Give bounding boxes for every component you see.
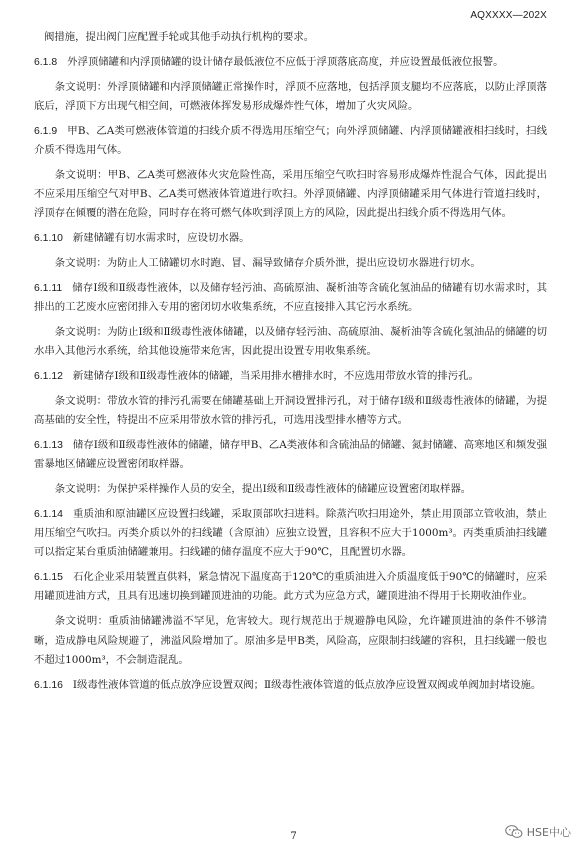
paragraph-0 (34, 28, 547, 47)
clause-text: 新建储罐有切水需求时，应设切水器。 (72, 232, 250, 245)
document-body (34, 28, 547, 700)
clause-text: 重质油和原油罐区应设置扫线罐，采取顶部吹扫进料。除蒸汽吹扫用途外，禁止用顶部立管收油，禁止用压缩空气吹扫。丙类介质以外的扫线罐（含原油）应独立设置，且容积不应大于1000m³。丙类重质油扫线罐可以指定某台重质油储罐兼用。扫线罐的储存温度不应大于90℃，且配置切水器。 (34, 507, 547, 559)
explanation-text: 条文说明：为防止Ⅰ级和Ⅱ级毒性液体储罐，以及储存轻污油、高硫原油、凝析油等含硫化氢油品的储罐的切水串入其他污水系统，给其他设施带来危害，因此提出设置专用收集系统。 (34, 325, 547, 358)
clause-6-1-9 (34, 122, 547, 161)
clause-text: 甲B、乙A类可燃液体管道的扫线介质不得选用压缩空气；向外浮顶储罐、内浮顶储罐液相扫线时，扫线介质不得选用气体。 (34, 124, 547, 156)
clause-explanation (34, 254, 547, 273)
clause-explanation (34, 392, 547, 431)
clause-number: 6.1.10 (34, 233, 63, 245)
clause-6-1-14 (34, 505, 547, 563)
watermark (505, 824, 571, 840)
clause-text: 石化企业采用装置直供料，紧急情况下温度高于120℃的重质油进入介质温度低于90℃的储罐时，应采用罐顶进油方式，且具有迅速切换到罐顶进油的功能。此方式为应急方式，罐顶进油不得用于长期收油作业。 (34, 571, 547, 603)
clause-explanation (34, 480, 547, 499)
explanation-text: 条文说明：甲B、乙A类可燃液体火灾危险性高，采用压缩空气吹扫时容易形成爆炸性混合气体，因此提出不应采用压缩空气对甲B、乙A类可燃液体管道进行吹扫。外浮顶储罐、内浮顶储罐采用气体进行管道扫线时，浮顶存在倾覆的潜在危险，同时存在将可燃气体吹到浮顶上方的风险，因此提出扫线介质不得选用气体。 (34, 168, 547, 220)
clause-number: 6.1.15 (34, 572, 63, 584)
clause-explanation (34, 166, 547, 224)
clause-number: 6.1.13 (34, 439, 63, 451)
wechat-icon (505, 825, 523, 839)
watermark-text: HSE中心 (526, 826, 571, 839)
clause-explanation (34, 323, 547, 362)
clause-number: 6.1.11 (34, 282, 63, 294)
clause-text: 储存Ⅰ级和Ⅱ级毒性液体的储罐，储存甲B、乙A类液体和含硫油品的储罐、氮封储罐、高寒地区和频发强雷暴地区储罐应设置密闭取样器。 (34, 438, 547, 471)
clause-text: Ⅰ级毒性液体管道的低点放净应设置双阀；Ⅱ级毒性液体管道的低点放净应设置双阀或单阀加封堵设施。 (72, 678, 542, 691)
clause-number: 6.1.16 (34, 679, 63, 691)
paragraph-text: 阀措施，提出阀门应配置手轮或其他手动执行机构的要求。 (44, 31, 315, 43)
explanation-text: 条文说明：为防止人工储罐切水时跑、冒、漏导致储存介质外泄，提出应设切水器进行切水。 (54, 256, 481, 269)
explanation-text: 条文说明：为保护采样操作人员的安全，提出Ⅰ级和Ⅱ级毒性液体的储罐应设置密闭取样器。 (54, 482, 472, 495)
document-code: AQXXXX—202X (470, 10, 547, 21)
clause-text: 外浮顶储罐和内浮顶储罐的设计储存最低液位不应低于浮顶落底高度，并应设置最低液位报警。 (67, 55, 504, 68)
clause-explanation (34, 78, 547, 117)
explanation-text: 条文说明：外浮顶储罐和内浮顶储罐正常操作时，浮顶不应落地，包括浮顶支腿均不应落底，以防止浮顶落底后，浮顶下方出现气相空间，可燃液体挥发易形成爆炸性气体，增加了火灾风险。 (34, 80, 547, 112)
clause-6-1-16 (34, 676, 547, 695)
explanation-text: 条文说明：带放水管的排污孔需要在储罐基础上开洞设置排污孔，对于储存Ⅰ级和Ⅱ级毒性液体的储罐，为提高基础的安全性，特提出不应采用带放水管的排污孔，可选用浅型排水槽等方式。 (34, 394, 547, 427)
clause-explanation (34, 612, 547, 670)
clause-number: 6.1.9 (34, 125, 58, 137)
clause-text: 储存Ⅰ级和Ⅱ级毒性液体，以及储存轻污油、高硫原油、凝析油等含硫化氢油品的储罐有切水需求时，其排出的工艺废水应密闭排入专用的密闭切水收集系统，不应直接排入其它污水系统。 (34, 281, 547, 314)
clause-6-1-15 (34, 568, 547, 607)
clause-6-1-13 (34, 436, 547, 475)
clause-text: 新建储存Ⅰ级和Ⅱ级毒性液体的储罐，当采用排水槽排水时，不应选用带放水管的排污孔。 (72, 369, 479, 382)
clause-6-1-11 (34, 279, 547, 318)
clause-number: 6.1.8 (34, 56, 58, 68)
clause-6-1-8 (34, 53, 547, 72)
clause-6-1-12 (34, 367, 547, 386)
clause-number: 6.1.12 (34, 370, 63, 382)
explanation-text: 条文说明：重质油储罐沸溢不罕见，危害较大。现行规范出于规避静电风险，允许罐顶进油的条件不够清晰，造成静电风险规避了，沸溢风险增加了。原油多是甲B类，风险高，应限制扫线罐的容积，且扫线罐一般也不超过1000m³，不会制造混乱。 (34, 615, 547, 666)
page-number: 7 (290, 831, 297, 842)
clause-6-1-10 (34, 229, 547, 248)
clause-number: 6.1.14 (34, 508, 63, 520)
